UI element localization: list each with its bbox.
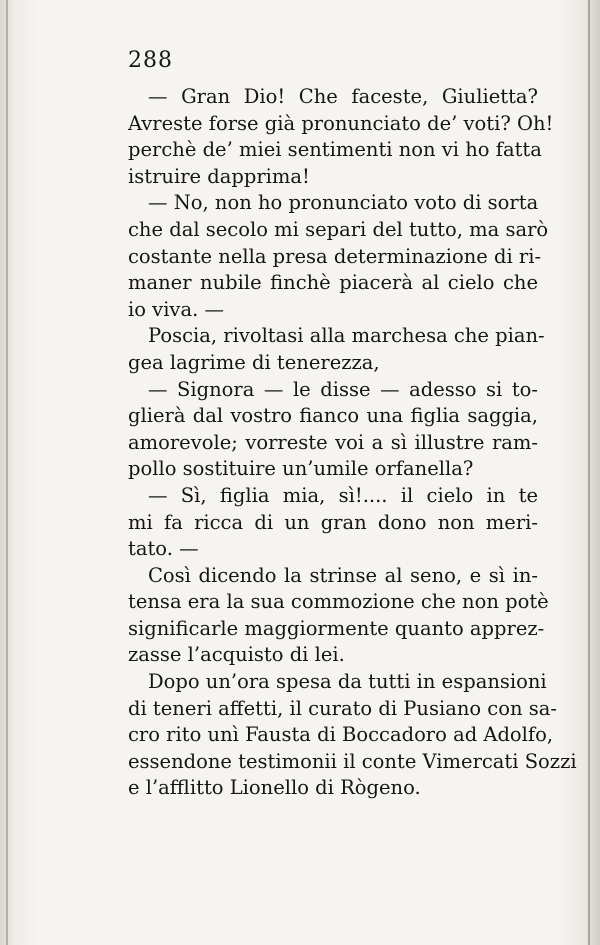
text-line: — No, non ho pronunciato voto di sorta	[148, 191, 539, 215]
page-number: 288	[128, 48, 173, 73]
body-text	[128, 84, 577, 802]
text-line: mi fa ricca di un gran dono non meri-	[128, 510, 538, 534]
page-edge-right	[588, 0, 590, 945]
text-line: cro rito unì Fausta di Boccadoro ad Adolfo,	[128, 723, 554, 747]
text-line: — Sì, figlia mia, sì!.... il cielo in te	[148, 483, 538, 507]
text-line: Avreste forse già pronunciato de’ voti? Oh!	[128, 111, 554, 135]
text-line: zasse l’acquisto di lei.	[128, 643, 345, 667]
paragraph	[128, 84, 554, 190]
text-line: — Gran Dio! Che faceste, Giulietta?	[148, 85, 538, 108]
text-line: essendone testimonii il conte Vimercati Sozzi	[128, 749, 577, 773]
text-line: costante nella presa determinazione di ri-	[128, 244, 542, 268]
text-line: Poscia, rivoltasi alla marchesa che pian-	[148, 324, 545, 348]
text-line: di teneri affetti, il curato di Pusiano con sa-	[128, 696, 557, 720]
text-line: pollo sostituire un’umile orfanella?	[128, 457, 474, 481]
paragraph	[128, 669, 577, 802]
paragraph	[128, 190, 549, 323]
text-line: che dal secolo mi separi del tutto, ma sarò	[128, 217, 549, 241]
text-line: istruire dapprima!	[128, 164, 310, 188]
text-line: tensa era la sua commozione che non potè	[128, 590, 549, 614]
text-line: maner nubile finchè piacerà al cielo che	[128, 271, 538, 295]
paragraph	[128, 377, 538, 483]
paragraph	[128, 563, 549, 669]
text-line: — Signora — le disse — adesso si to-	[148, 377, 538, 401]
text-line: perchè de’ miei sentimenti non vi ho fatta	[128, 138, 542, 162]
text-line: glierà dal vostro fianco una figlia saggia,	[128, 404, 538, 428]
paragraph	[128, 483, 538, 563]
text-line: gea lagrime di tenerezza,	[128, 350, 380, 374]
text-line: amorevole; vorreste voi a sì illustre ram-	[128, 430, 538, 454]
text-line: Così dicendo la strinse al seno, e sì in-	[148, 563, 538, 587]
text-line: tato. —	[128, 537, 199, 561]
text-line: Dopo un’ora spesa da tutti in espansioni	[148, 670, 547, 694]
page-edge-left	[6, 0, 8, 945]
paragraph	[128, 323, 545, 376]
text-line: e l’afflitto Lionello di Rògeno.	[128, 776, 421, 800]
text-line: significarle maggiormente quanto apprez-	[128, 616, 545, 640]
text-line: io viva. —	[128, 297, 224, 321]
